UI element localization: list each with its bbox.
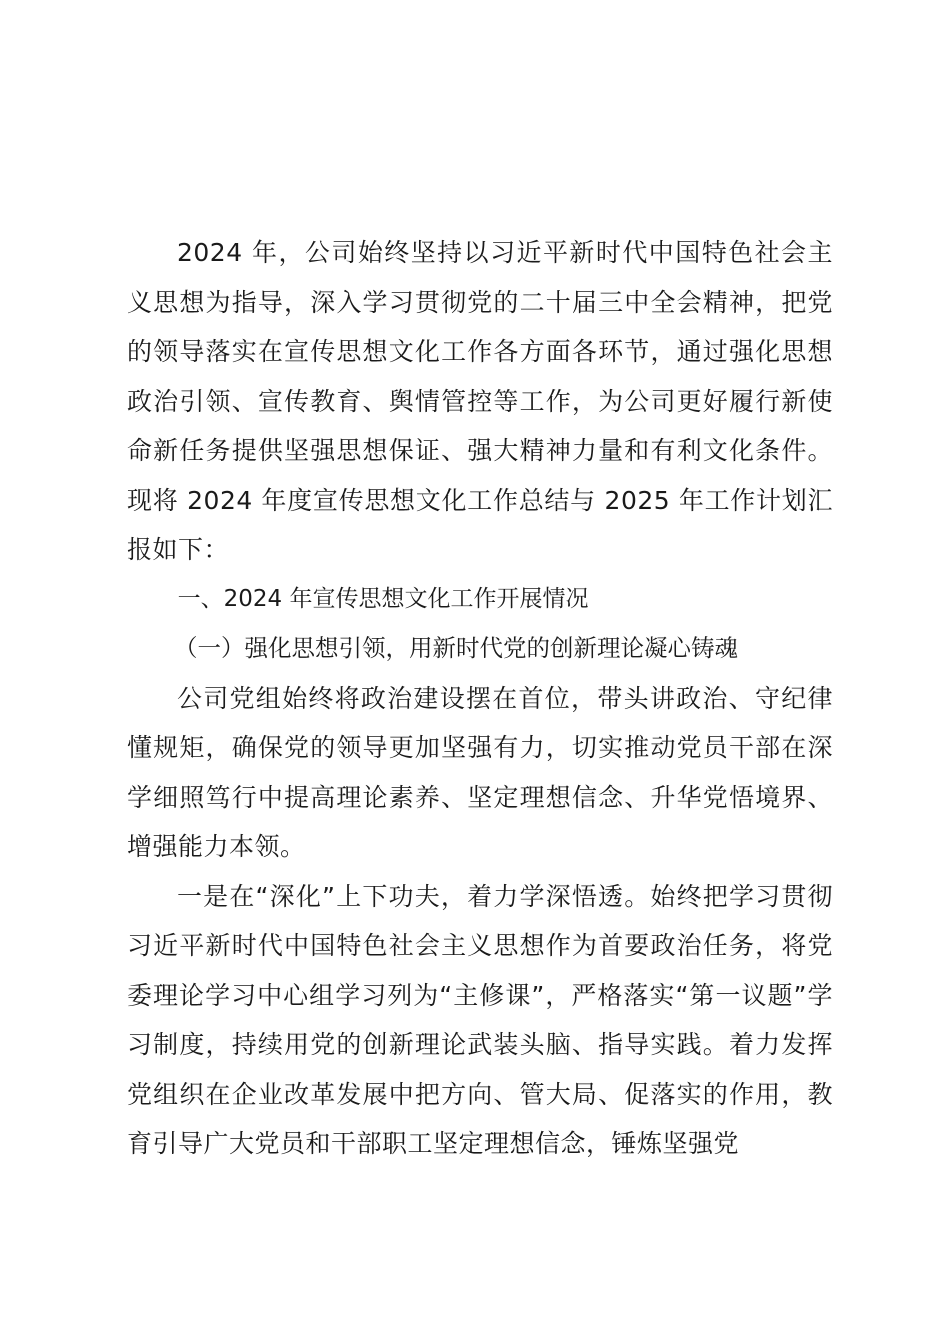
body-paragraph-1: 公司党组始终将政治建设摆在首位，带头讲政治、守纪律懂规矩，确保党的领导更加坚强有力，切实推动党员干部在深学细照笃行中提高理论素养、坚定理想信念、升华党悟境界、增强能力本领。 [127,683,833,861]
document-body [127,228,833,1169]
body-paragraph-2: 一是在“深化”上下功夫，着力学深悟透。始终把学习贯彻习近平新时代中国特色社会主义思想作为首要政治任务，将党委理论学习中心组学习列为“主修课”，严格落实“第一议题”学习制度，持续用党的创新理论武装头脑、指导实践。着力发挥党组织在企业改革发展中把方向、管大局、促落实的作用，教育引导广大党员和干部职工坚定理想信念，锤炼坚强党 [127,881,833,1158]
section-heading-1: 一、2024 年宣传思想文化工作开展情况 [177,585,589,612]
intro-paragraph: 2024 年，公司始终坚持以习近平新时代中国特色社会主义思想为指导，深入学习贯彻党的二十届三中全会精神，把党的领导落实在宣传思想文化工作各方面各环节，通过强化思想政治引领、宣传教育、舆情管控等工作，为公司更好履行新使命新任务提供坚强思想保证、强大精神力量和有利文化条件。现将 2024 年度宣传思想文化工作总结与 2025 年工作计划汇报如下： [127,238,833,564]
subsection-heading-1: （一）强化思想引领，用新时代党的创新理论凝心铸魂 [174,634,738,662]
